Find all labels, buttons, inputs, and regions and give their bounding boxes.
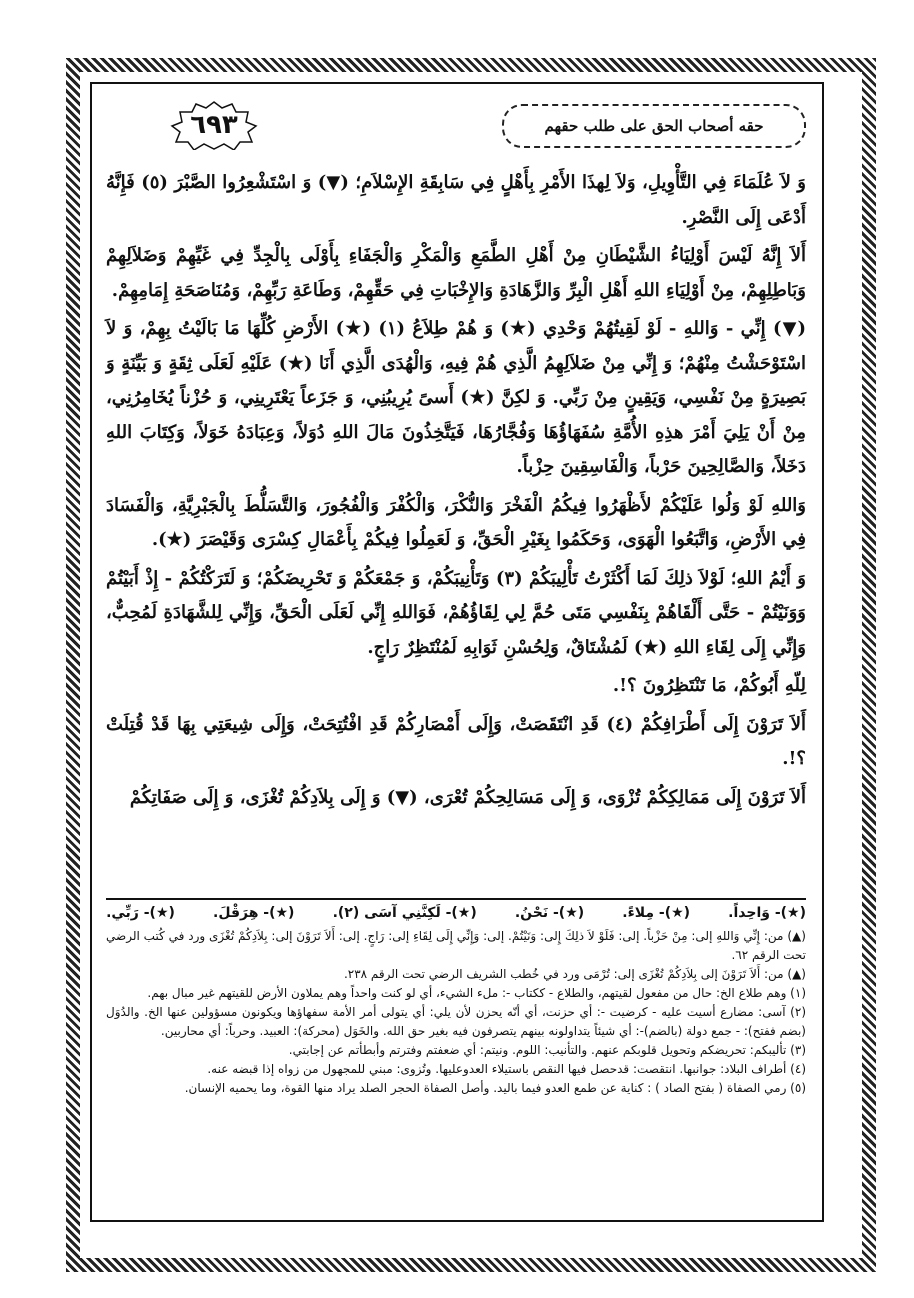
header-title: حقه أصحاب الحق على طلب حقهم [544,117,764,135]
page-number: ٦٩٣ [190,110,238,140]
paragraph: أَلاَ تَرَوْنَ إِلَى مَمَالِكِكُمْ تُزْوَى، وَ إِلَى مَسَالِحِكُمْ تُعْرَى، (▼) وَ إِلَى بِلاَدِكُمْ تُغْزَى، وَ إِلَى صَفَاتِكُمْ [129,786,806,808]
paragraph: أَلاَ تَرَوْنَ إِلَى أَطْرَافِكُمْ (٤) قَدِ انْتَقَصَتْ، وَإِلَى أَمْصَارِكُمْ قَدِ افْتُتِحَتْ، وَإِلَى شِيعَتِي بِهَا قَدْ قُتِلَتْ ؟!. [106,713,806,769]
paragraph: أَلاَ إِنَّهُ لَيْسَ أَوْلِيَاءُ الشَّيْطَانِ مِنْ أَهْلِ الطَّمَعِ وَالْمَكْرِ وَالْجَفَاءِ بِأَوْلَى بِالْجِدِّ فِي غَيِّهِمْ وَضَلاَلِهِمْ وَبَاطِلِهِمْ، مِنْ أَوْلِيَاءِ اللهِ أَهْلِ الْبِرِّ وَالزَّهَادَةِ وَالإِخْبَاتِ فِي حَقِّهِمْ، وَطَاعَةِ رَبِّهِمْ، وَمُنَاصَحَةِ إِمَامِهِمْ. [106,245,806,301]
footnote: (▲) من: إِنِّي وَاللهِ إلى: مِنْ حَزْباً. إلى: فَلَوْ لاَ ذلِكَ إِلى: وَنَيْتُمْ. إلى: وَإِنِّي إِلَى لِقَاءِ إلى: رَاجٍ. إلى: أَلاَ تَرَوْنَ إلى: بِلاَدِكُمْ تُغْزَى ورد في كُتب الرضي تحت الرقم ٦٢. [106,929,806,962]
header-title-box [502,104,806,148]
footnote: (٢) آسى: مضارع أسيت عليه - كرضيت -: أي حزنت، أي أنّه يحزن لأن يلي: أي يتولى أمر الأمة سفهاؤها ويكونون مسؤولين عنها الخ. والدُوَل (بضم ففتح): - جمع دولة (بالضم)-: أي شيئاً يتداولونه بينهم يتصرفون فيه بغير حق الله. والخَوَل (محركة): العبيد. وحرباً: أي محاربين. [106,1005,806,1038]
variant: (★)- رَبِّي. [106,905,175,921]
variant: (★)- هِرَقْلَ. [213,905,295,921]
footnote-divider [106,898,806,900]
variant-readings [106,904,806,923]
page-number-badge [170,100,258,150]
footnote: (٣) تأليبكم: تحريضكم وتحويل قلوبكم عنهم. والتأنيب: اللوم. ونيتم: أي ضعفتم وفترتم وأبطأتم عن إجابتي. [288,1043,806,1057]
variant: (★)- لَكِنَّنِي آسَى (٢). [332,905,477,921]
variant: (★)- مِلاءً. [622,905,691,921]
footnotes [106,902,806,1098]
paragraph: وَاللهِ لَوْ وَلُوا عَلَيْكُمْ لأَظْهَرُوا فِيكُمُ الْفَخْرَ وَالنُّكْرَ، وَالْكُفْرَ وَالْفُجُورَ، وَالتَّسَلُّطَ بِالْجَبْرِيَّةِ، وَالْفَسَادَ فِي الأَرْضِ، وَاتَّبَعُوا الْهَوَى، وَحَكَمُوا بِغَيْرِ الْحَقِّ، وَ لَعَمِلُوا فِيكُمْ بِأَعْمَالِ كِسْرَى وَقَيْصَرَ (★). [106,494,806,550]
main-text [106,166,806,819]
variant: (★)- نَحْنُ. [514,905,585,921]
paragraph: وَ لاَ عُلَمَاءَ فِي التَّأْوِيلِ، وَلاَ لِهذَا الأَمْرِ بِأَهْلٍ فِي سَابِقَةِ الإِسْلاَمِ؛ (▼) وَ اسْتَشْعِرُوا الصَّبْرَ (٥) فَإِنَّهُ أَدْعَى إِلَى النَّصْرِ. [106,172,806,228]
variant: (★)- وَاحِداً. [728,905,806,921]
paragraph: لِلّهِ أَبُوكُمْ، مَا تَنْتَظِرُونَ ؟!. [612,675,806,696]
footnote: (٤) أطراف البلاد: جوانبها. انتقصت: قدحصل فيها النقص باستيلاء العدوعليها. وتُزوى: مبني للمجهول من زواه إذا قبضه عنه. [207,1062,806,1076]
footnote: (▲) من: أَلاَ تَرَوْنَ إلى بِلاَدِكُمْ تُغْزَى إلى: تُرْمَى ورد في خُطب الشريف الرضي تحت الرقم ٢٣٨. [343,967,806,981]
footnote: (١) وهم طلاع الخ: حال من مفعول لقيتهم، والطلاع - ككتاب -: ملء الشيء، أي لو كنت واحداً وهم يملاون الأرض للقيتهم غير مبال بهم. [147,986,806,1000]
paragraph: (▼) إِنِّي - وَاللهِ - لَوْ لَقِيتُهُمْ وَحْدِي (★) وَ هُمْ طِلاَعُ (١) (★) الأَرْضِ كُلِّهَا مَا بَالَيْتُ بِهِمْ، وَ لاَ اسْتَوْحَشْتُ مِنْهُمْ؛ وَ إِنِّي مِنْ ضَلاَلِهِمُ الَّذِي هُمْ فِيهِ، وَالْهُدَى الَّذِي أَنَا (★) عَلَيْهِ لَعَلَى ثِقَةٍ وَ بَيِّنَةٍ وَ بَصِيرَةٍ مِنْ نَفْسِي، وَيَقِينٍ مِنْ رَبِّي. وَ لكِنَّ (★) أَسىً يُرِيبُنِي، وَ جَزَعاً يَعْتَرِينِي، وَ حُزْناً يُخَامِرُنِي، مِنْ أَنْ يَلِيَ أَمْرَ هذِهِ الأُمَّةِ سُفَهَاؤُهَا وَفُجَّارُهَا، فَيَتَّخِذُونَ مَالَ اللهِ دُوَلاً، وَعِبَادَهُ خَوَلاً، وَكِتَابَ اللهِ دَخَلاً، وَالصَّالِحِينَ حَرْباً، وَالْفَاسِقِينَ حِزْباً. [106,318,807,477]
footnote: (٥) رمي الصفاة ( بفتح الصاد ) : كناية عن طمع العدو فيما باليد. وأصل الصفاة الحجر الصلد يراد منها القوة، وما يحميه الإنسان. [184,1081,806,1095]
paragraph: وَ أَيْمُ اللهِ؛ لَوْلاَ ذلِكَ لَمَا أَكْثَرْتُ تَأْلِيبَكُمْ (٣) وَتَأْنِيبَكُمْ، وَ جَمْعَكُمْ وَ تَحْرِيضَكُمْ؛ وَ لَتَرَكْتُكُمْ - إِذْ أَبَيْتُمْ وَوَنَيْتُمْ - حَتَّى أَلْقَاهُمْ بِنَفْسِي مَتَى حُمَّ لِي لِقَاؤُهُمْ، فَوَاللهِ إِنِّي لَعَلَى الْحَقِّ، وَإِنِّي لِلشَّهَادَةِ لَمُحِبٌّ، وَإِنِّي إِلَى لِقَاءِ اللهِ (★) لَمُشْتَاقٌ، وَلِحُسْنِ ثَوَابِهِ لَمُنْتَظِرٌ رَاجٍ. [106,567,806,658]
